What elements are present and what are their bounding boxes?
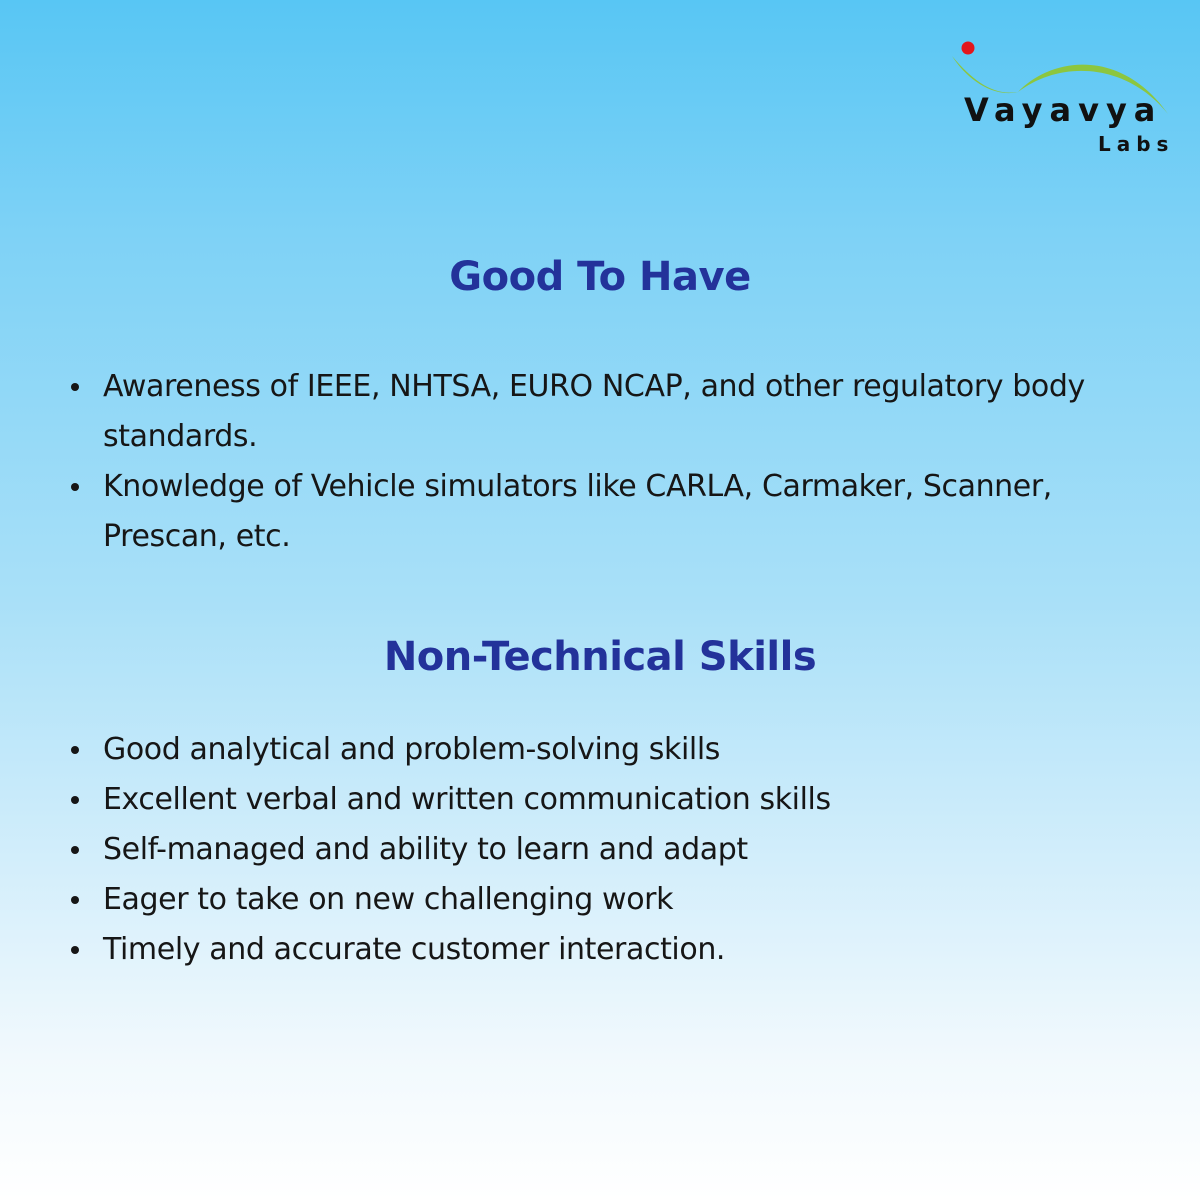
list-item: Knowledge of Vehicle simulators like CARLA, Carmaker, Scanner, Prescan, etc. [68, 462, 1128, 562]
good-to-have-list [68, 362, 1128, 562]
bullet-icon [71, 946, 79, 954]
list-item: Self-managed and ability to learn and adapt [68, 825, 1128, 875]
vayavya-labs-logo [940, 36, 1180, 166]
list-item: Awareness of IEEE, NHTSA, EURO NCAP, and other regulatory body standards. [68, 362, 1128, 462]
good-to-have-heading: Good To Have [449, 254, 751, 300]
non-technical-skills-list [68, 725, 1128, 975]
bullet-icon [71, 483, 79, 491]
bullet-icon [71, 896, 79, 904]
bullet-icon [71, 846, 79, 854]
list-item: Timely and accurate customer interaction. [68, 925, 1128, 975]
list-item: Good analytical and problem-solving skills [68, 725, 1128, 775]
bullet-icon [71, 796, 79, 804]
logo-wordmark: Vayavya [964, 91, 1163, 129]
list-item: Eager to take on new challenging work [68, 875, 1128, 925]
logo-subtitle: Labs [1098, 132, 1175, 156]
list-item: Excellent verbal and written communication skills [68, 775, 1128, 825]
bullet-icon [71, 746, 79, 754]
bullet-icon [71, 383, 79, 391]
non-technical-skills-heading: Non-Technical Skills [383, 634, 817, 680]
